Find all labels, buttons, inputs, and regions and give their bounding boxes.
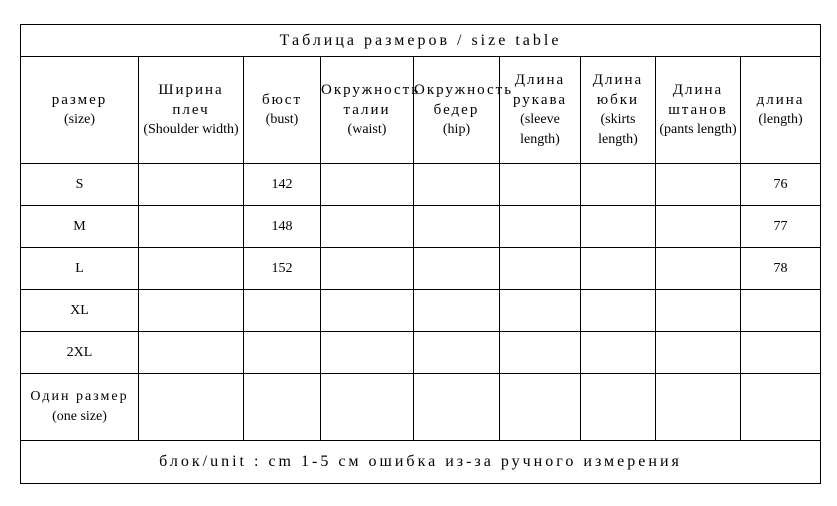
table-row <box>21 164 821 206</box>
cell-pants <box>656 332 741 374</box>
header-shoulder-en: (Shoulder width) <box>143 122 239 137</box>
cell-pants <box>656 374 741 441</box>
cell-shoulder <box>139 248 244 290</box>
cell-hip <box>414 374 500 441</box>
cell-skirt <box>581 164 656 206</box>
cell-sleeve <box>500 290 581 332</box>
header-pants <box>656 57 741 164</box>
header-length-ru: длина <box>756 92 805 108</box>
header-row <box>21 57 821 164</box>
header-length-en: (length) <box>758 112 803 127</box>
header-hip-ru: Окружность бедер <box>414 82 514 118</box>
cell-shoulder <box>139 290 244 332</box>
cell-waist <box>321 332 414 374</box>
cell-skirt <box>581 332 656 374</box>
cell-sleeve <box>500 164 581 206</box>
cell-waist <box>321 374 414 441</box>
cell-waist <box>321 164 414 206</box>
cell-skirt <box>581 206 656 248</box>
header-hip <box>414 57 514 164</box>
header-pants-en: (pants length) <box>659 122 737 137</box>
cell-length <box>741 290 821 332</box>
cell-shoulder <box>139 332 244 374</box>
cell-shoulder <box>139 164 244 206</box>
cell-shoulder <box>139 374 244 441</box>
header-waist-en: (waist) <box>347 122 387 137</box>
cell-bust <box>244 290 321 332</box>
table-row <box>21 206 821 248</box>
cell-pants <box>656 206 741 248</box>
header-size-ru: размер <box>51 92 108 108</box>
cell-waist <box>321 206 414 248</box>
cell-pants <box>656 248 741 290</box>
cell-length: 76 <box>741 164 821 206</box>
header-shoulder-ru: Ширина плеч <box>158 82 224 118</box>
header-bust-ru: бюст <box>261 92 303 108</box>
header-skirt <box>581 57 656 164</box>
table-row <box>21 248 821 290</box>
cell-hip <box>414 164 500 206</box>
cell-size: S <box>21 164 139 206</box>
cell-bust <box>244 332 321 374</box>
cell-size: L <box>21 248 139 290</box>
cell-pants <box>656 290 741 332</box>
cell-sleeve <box>500 374 581 441</box>
cell-size: M <box>21 206 139 248</box>
header-bust <box>244 57 321 164</box>
cell-size: XL <box>21 290 139 332</box>
header-bust-en: (bust) <box>265 112 299 127</box>
cell-length: 78 <box>741 248 821 290</box>
cell-sleeve <box>500 332 581 374</box>
cell-waist <box>321 290 414 332</box>
cell-skirt <box>581 248 656 290</box>
size-table-container <box>20 24 820 484</box>
table-title: Таблица размеров / size table <box>21 25 821 57</box>
one-size-en: (one size) <box>52 409 107 424</box>
header-waist <box>321 57 421 164</box>
header-sleeve-ru: Длина рукава <box>512 72 568 108</box>
cell-length <box>741 374 821 441</box>
cell-pants <box>656 164 741 206</box>
header-hip-en: (hip) <box>442 122 471 137</box>
table-footer-note: блок/unit : cm 1-5 см ошибка из-за ручного измерения <box>21 441 821 484</box>
cell-size-one-size <box>21 374 139 441</box>
header-size <box>21 57 139 164</box>
cell-length: 77 <box>741 206 821 248</box>
header-sleeve <box>500 57 581 164</box>
cell-length <box>741 332 821 374</box>
size-table <box>20 24 821 484</box>
header-waist-ru: Окружность талии <box>321 82 421 118</box>
one-size-ru: Один размер <box>30 389 129 404</box>
header-length <box>741 57 821 164</box>
table-row-one-size <box>21 374 821 441</box>
cell-hip <box>414 332 500 374</box>
cell-size: 2XL <box>21 332 139 374</box>
cell-bust: 152 <box>244 248 321 290</box>
header-sleeve-en: (sleeve length) <box>520 112 560 147</box>
cell-bust: 142 <box>244 164 321 206</box>
table-row <box>21 290 821 332</box>
header-skirt-en: (skirts length) <box>598 112 638 147</box>
cell-bust <box>244 374 321 441</box>
cell-sleeve <box>500 206 581 248</box>
cell-bust: 148 <box>244 206 321 248</box>
cell-skirt <box>581 290 656 332</box>
cell-waist <box>321 248 414 290</box>
cell-skirt <box>581 374 656 441</box>
header-size-en: (size) <box>63 112 96 127</box>
cell-hip <box>414 206 500 248</box>
cell-shoulder <box>139 206 244 248</box>
header-skirt-ru: Длина юбки <box>592 72 644 108</box>
cell-hip <box>414 290 500 332</box>
header-shoulder <box>139 57 244 164</box>
table-row <box>21 332 821 374</box>
header-pants-ru: Длина штанов <box>668 82 728 118</box>
cell-hip <box>414 248 500 290</box>
cell-sleeve <box>500 248 581 290</box>
